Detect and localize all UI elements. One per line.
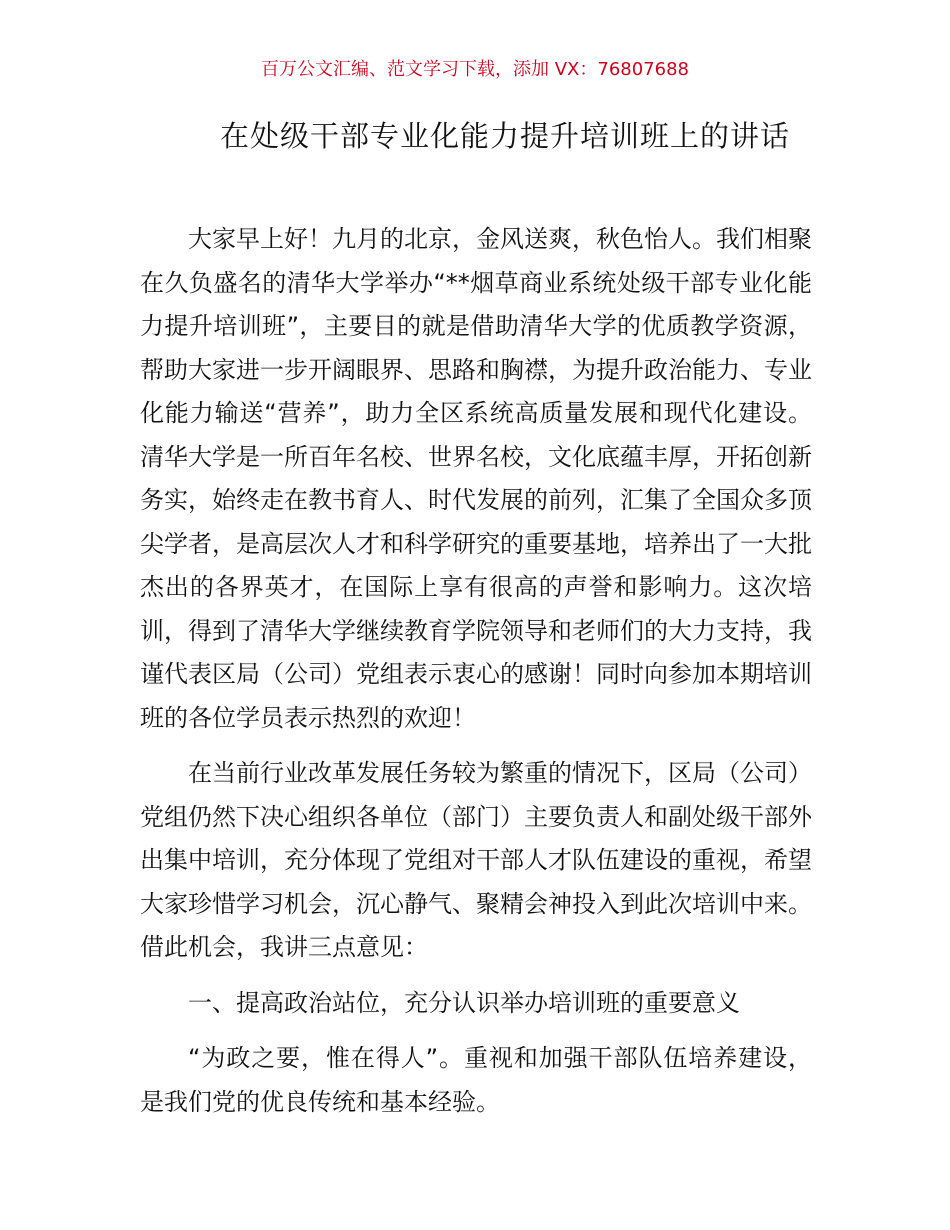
document-body — [140, 218, 812, 1136]
paragraph-section-1: “为政之要，惟在得人”。重视和加强干部队伍培养建设，是我们党的优良传统和基本经验。 — [140, 1044, 812, 1116]
section-heading-1: 一、提高政治站位，充分认识举办培训班的重要意义 — [188, 988, 740, 1017]
paragraph-opening: 大家早上好！九月的北京，金风送爽，秋色怡人。我们相聚在久负盛名的清华大学举办“**烟草商业系统处级干部专业化能力提升培训班”，主要目的就是借助清华大学的优质教学资源，帮助大家进一步开阔眼界、思路和胸襟，为提升政治能力、专业化能力输送“营养”，助力全区系统高质量发展和现代化建设。清华大学是一所百年名校、世界名校，文化底蕴丰厚，开拓创新务实，始终走在教书育人、时代发展的前列，汇集了全国众多顶尖学者，是高层次人才和科学研究的重要基地，培养出了一大批杰出的各界英才，在国际上享有很高的声誉和影响力。这次培训，得到了清华大学继续教育学院领导和老师们的大力支持，我谨代表区局（公司）党组表示衷心的感谢！同时向参加本期培训班的各位学员表示热烈的欢迎！ — [140, 225, 812, 732]
paragraph-context: 在当前行业改革发展任务较为繁重的情况下，区局（公司）党组仍然下决心组织各单位（部门）主要负责人和副处级干部外出集中培训，充分体现了党组对干部人才队伍建设的重视，希望大家珍惜学习机会，沉心静气、聚精会神投入到此次培训中来。借此机会，我讲三点意见： — [140, 759, 812, 961]
watermark-banner: 百万公文汇编、范文学习下载，添加 VX：76807688 — [261, 59, 689, 80]
page-title: 在处级干部专业化能力提升培训班上的讲话 — [219, 119, 790, 153]
